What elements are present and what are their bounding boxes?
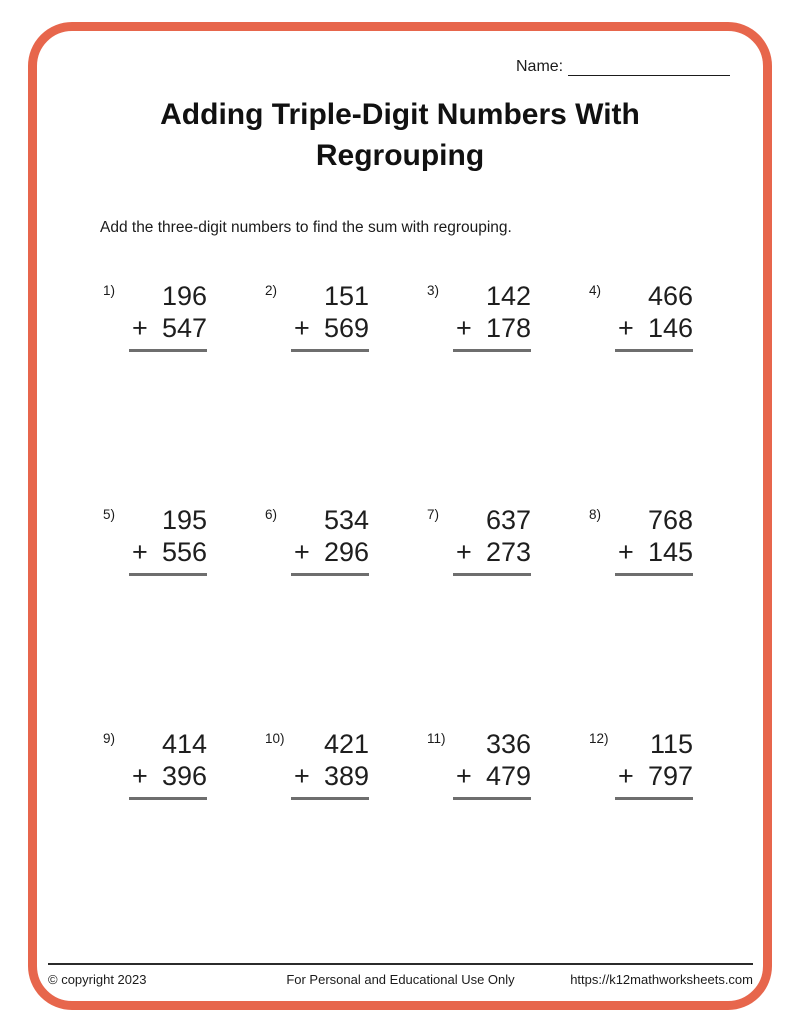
addend-bottom: 178 xyxy=(485,313,531,343)
footer xyxy=(48,963,753,987)
problem-2 xyxy=(262,281,424,505)
addend-top: 115 xyxy=(649,729,693,759)
problem-body xyxy=(291,729,369,800)
answer-line xyxy=(291,349,369,352)
addend-bottom-row xyxy=(291,536,369,569)
problem-body xyxy=(129,281,207,352)
addend-bottom-row xyxy=(615,536,693,569)
addend-bottom-row xyxy=(615,312,693,345)
problem-body xyxy=(453,729,531,800)
footer-usage: For Personal and Educational Use Only xyxy=(286,972,515,987)
answer-line xyxy=(453,573,531,576)
problem-body xyxy=(291,505,369,576)
plus-operator-icon: + xyxy=(618,761,634,791)
problem-number-label: 3) xyxy=(427,283,440,298)
addend-bottom-row xyxy=(291,312,369,345)
addend-bottom-row xyxy=(453,760,531,793)
problem-number-label: 8) xyxy=(589,507,602,522)
problem-body xyxy=(453,281,531,352)
answer-line xyxy=(291,797,369,800)
problem-number-label: 1) xyxy=(103,283,116,298)
addend-bottom: 797 xyxy=(647,761,693,791)
problem-7 xyxy=(424,505,586,729)
addend-bottom-row xyxy=(291,760,369,793)
answer-line xyxy=(129,797,207,800)
name-blank-line xyxy=(568,58,730,76)
problem-10 xyxy=(262,729,424,953)
addend-bottom: 479 xyxy=(485,761,531,791)
problem-body xyxy=(453,505,531,576)
problem-number-label: 11) xyxy=(427,731,446,746)
addend-bottom-row xyxy=(129,536,207,569)
addend-bottom: 396 xyxy=(161,761,207,791)
addend-top: 421 xyxy=(323,729,369,759)
problem-number-label: 12) xyxy=(589,731,609,746)
problem-body xyxy=(129,729,207,800)
addend-top: 466 xyxy=(647,281,693,311)
addend-bottom: 296 xyxy=(323,537,369,567)
addend-bottom-row xyxy=(453,312,531,345)
addend-top: 142 xyxy=(485,281,531,311)
problem-number-label: 7) xyxy=(427,507,440,522)
problem-3 xyxy=(424,281,586,505)
problem-number-label: 6) xyxy=(265,507,278,522)
plus-operator-icon: + xyxy=(132,313,148,343)
answer-line xyxy=(453,349,531,352)
plus-operator-icon: + xyxy=(132,537,148,567)
footer-url: https://k12mathworksheets.com xyxy=(570,972,753,987)
answer-line xyxy=(615,797,693,800)
problem-12 xyxy=(586,729,748,953)
plus-operator-icon: + xyxy=(132,761,148,791)
addend-bottom: 547 xyxy=(161,313,207,343)
addend-bottom: 145 xyxy=(647,537,693,567)
addend-top: 534 xyxy=(323,505,369,535)
addend-top: 414 xyxy=(161,729,207,759)
answer-line xyxy=(453,797,531,800)
addend-top: 637 xyxy=(485,505,531,535)
page-title-line1: Adding Triple-Digit Numbers With xyxy=(160,98,640,131)
answer-line xyxy=(615,349,693,352)
name-row xyxy=(516,58,730,76)
problem-number-label: 5) xyxy=(103,507,116,522)
plus-operator-icon: + xyxy=(456,313,472,343)
addend-bottom: 569 xyxy=(323,313,369,343)
addend-top: 768 xyxy=(647,505,693,535)
addend-bottom: 556 xyxy=(161,537,207,567)
plus-operator-icon: + xyxy=(618,537,634,567)
addend-top: 196 xyxy=(161,281,207,311)
problem-body xyxy=(129,505,207,576)
problem-8 xyxy=(586,505,748,729)
addend-top: 195 xyxy=(161,505,207,535)
addend-top: 336 xyxy=(485,729,531,759)
answer-line xyxy=(129,573,207,576)
name-label: Name: xyxy=(516,58,564,75)
plus-operator-icon: + xyxy=(456,537,472,567)
problem-9 xyxy=(100,729,262,953)
problem-body xyxy=(291,281,369,352)
addend-bottom-row xyxy=(615,760,693,793)
footer-copyright: © copyright 2023 xyxy=(48,972,147,987)
problem-1 xyxy=(100,281,262,505)
plus-operator-icon: + xyxy=(294,313,310,343)
problem-6 xyxy=(262,505,424,729)
addend-bottom: 389 xyxy=(323,761,369,791)
plus-operator-icon: + xyxy=(456,761,472,791)
plus-operator-icon: + xyxy=(294,761,310,791)
addend-bottom-row xyxy=(453,536,531,569)
addend-bottom-row xyxy=(129,760,207,793)
addend-top: 151 xyxy=(323,281,369,311)
plus-operator-icon: + xyxy=(294,537,310,567)
instruction-text: Add the three-digit numbers to find the sum with regrouping. xyxy=(100,219,512,236)
answer-line xyxy=(291,573,369,576)
addend-bottom: 146 xyxy=(647,313,693,343)
problem-body xyxy=(615,729,693,800)
answer-line xyxy=(129,349,207,352)
addend-bottom: 273 xyxy=(485,537,531,567)
addend-bottom-row xyxy=(129,312,207,345)
page-title xyxy=(0,94,800,176)
problem-number-label: 9) xyxy=(103,731,116,746)
problem-body xyxy=(615,281,693,352)
problems-grid xyxy=(100,281,748,953)
problem-body xyxy=(615,505,693,576)
page-title-line2: Regrouping xyxy=(315,139,485,172)
problem-4 xyxy=(586,281,748,505)
problem-5 xyxy=(100,505,262,729)
problem-number-label: 4) xyxy=(589,283,602,298)
problem-number-label: 2) xyxy=(265,283,278,298)
problem-11 xyxy=(424,729,586,953)
plus-operator-icon: + xyxy=(618,313,634,343)
answer-line xyxy=(615,573,693,576)
problem-number-label: 10) xyxy=(265,731,285,746)
